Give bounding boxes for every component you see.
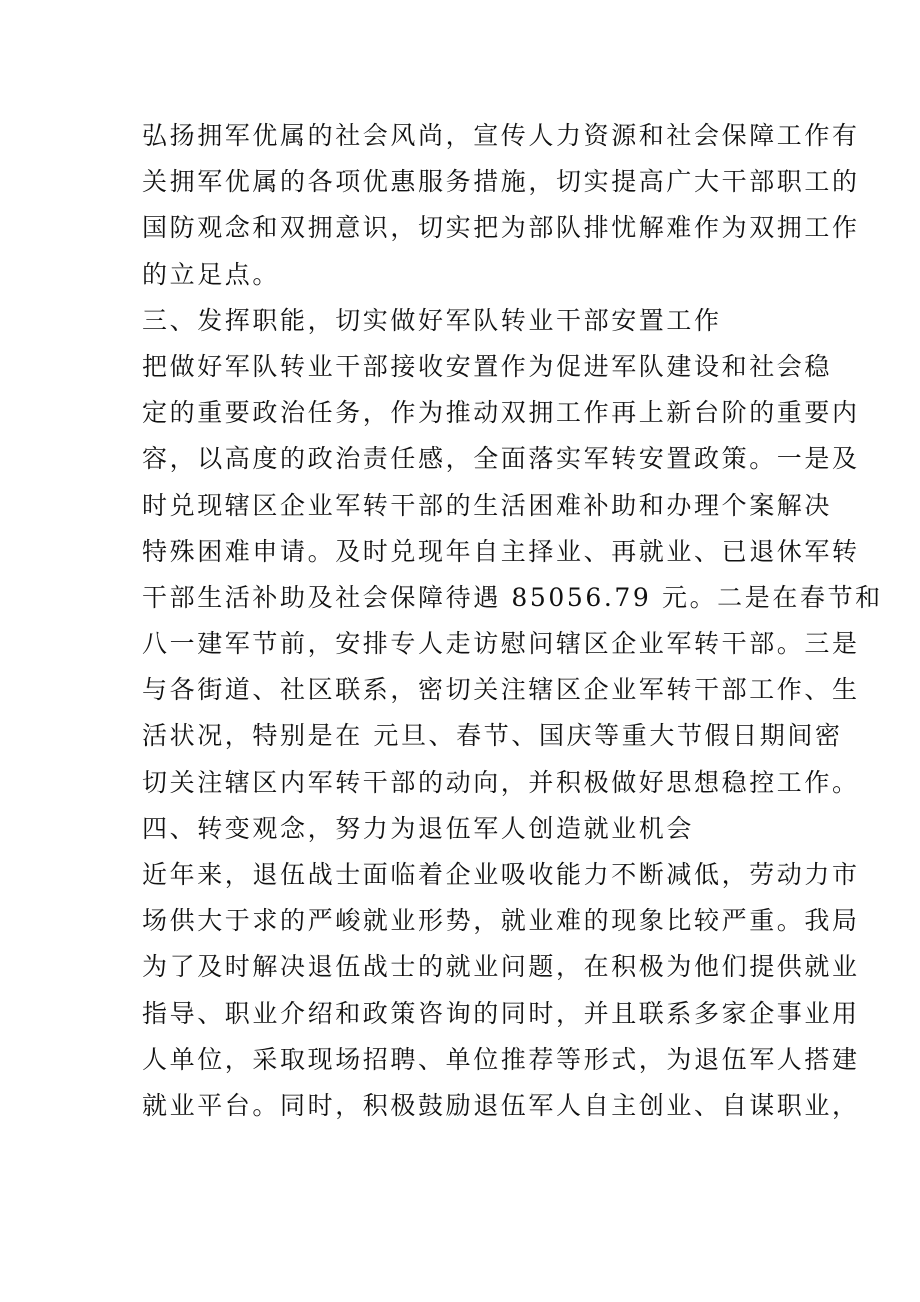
text-line-6: 把做好军队转业干部接收安置作为促进军队建设和社会稳 xyxy=(142,351,833,381)
text-line-22: 就业平台。同时，积极鼓励退伍军人自主创业、自谋职业， xyxy=(142,1090,860,1120)
text-line-17: 近年来，退伍战士面临着企业吸收能力不断减低，劳动力市 xyxy=(142,860,860,889)
text-line-1: 弘扬拥军优属的社会风尚，宣传人力资源和社会保障工作有 xyxy=(142,121,860,150)
text-line-18: 场供大于求的严峻就业形势，就业难的现象比较严重。我局 xyxy=(142,906,860,936)
text-line-13: 与各街道、社区联系，密切关注辖区企业军转干部工作、生 xyxy=(142,675,860,705)
document-body xyxy=(142,113,883,1129)
text-line-4: 的立足点。 xyxy=(142,259,281,289)
text-line-7: 定的重要政治任务，作为推动双拥工作再上新台阶的重要内 xyxy=(142,398,860,428)
text-line-21: 人单位，采取现场招聘、单位推荐等形式，为退伍军人搭建 xyxy=(142,1044,860,1074)
text-line-9: 时兑现辖区企业军转干部的生活困难补助和办理个案解决 xyxy=(142,490,833,520)
text-line-15: 切关注辖区内军转干部的动向，并积极做好思想稳控工作。 xyxy=(142,767,860,797)
text-line-14: 活状况，特别是在 元旦、春节、国庆等重大节假日期间密 xyxy=(142,721,843,751)
text-line-11: 干部生活补助及社会保障待遇 85056.79 元。二是在春节和 xyxy=(142,582,883,612)
text-line-19: 为了及时解决退伍战士的就业问题，在积极为他们提供就业 xyxy=(142,952,860,982)
section-heading-3: 三、发挥职能，切实做好军队转业干部安置工作 xyxy=(142,305,722,335)
text-line-8: 容，以高度的政治责任感，全面落实军转安置政策。一是及 xyxy=(142,444,860,474)
text-line-10: 特殊困难申请。及时兑现年自主择业、再就业、已退休军转 xyxy=(142,536,860,566)
text-line-3: 国防观念和双拥意识，切实把为部队排忧解难作为双拥工作 xyxy=(142,213,860,243)
text-line-12: 八一建军节前，安排专人走访慰问辖区企业军转干部。三是 xyxy=(142,629,860,659)
text-line-20: 指导、职业介绍和政策咨询的同时，并且联系多家企事业用 xyxy=(142,998,860,1028)
section-heading-4: 四、转变观念，努力为退伍军人创造就业机会 xyxy=(142,813,695,843)
text-line-2: 关拥军优属的各项优惠服务措施，切实提高广大干部职工的 xyxy=(142,167,860,197)
